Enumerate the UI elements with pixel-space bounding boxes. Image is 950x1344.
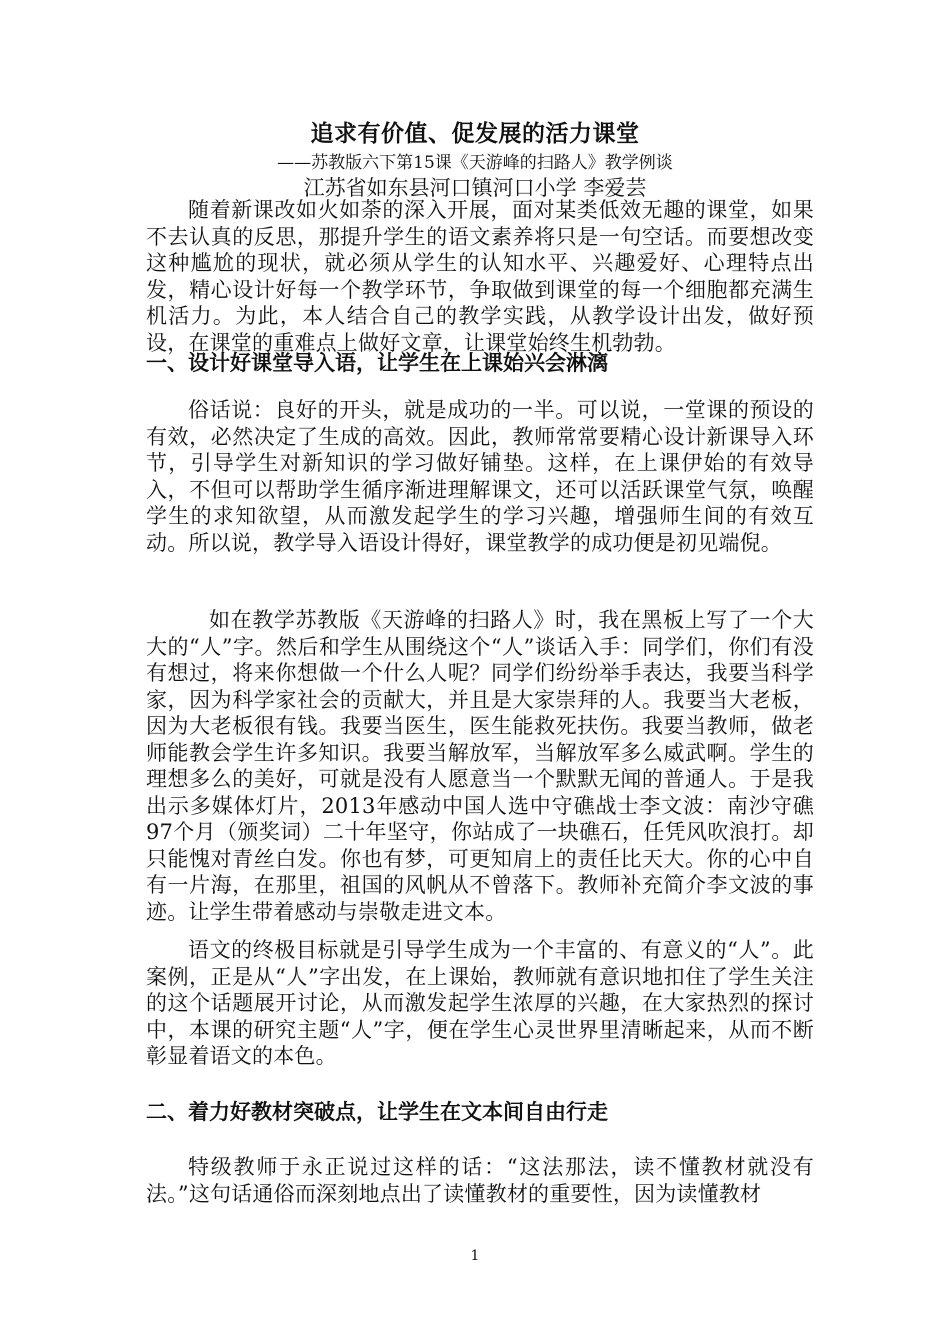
example-paragraph: 如在教学苏教版《天游峰的扫路人》时，我在黑板上写了一个大大的“人”字。然后和学生从围绕这个“人”谈话入手：同学们，你们有没有想过，将来你想做一个什么人呢？同学们纷纷举手表达，我要当科学家，因为科学家社会的贡献大，并且是大家崇拜的人。我要当大老板，因为大老板很有钱。我要当医生，医生能救死扶伤。我要当教师，做老师能教会学生许多知识。我要当解放军，当解放军多么威武啊。学生的理想多么的美好，可就是没有人愿意当一个默默无闻的普通人。于是我出示多媒体灯片，2013年感动中国人选中守礁战士李文波：南沙守礁97个月（颁奖词）二十年坚守，你站成了一块礁石，任凭风吹浪打。却只能愧对青丝白发。你也有梦，可更知肩上的责任比天大。你的心中自有一片海，在那里，祖国的风帆从不曾落下。教师补充简介李文波的事迹。让学生带着感动与崇敬走进文本。	[146, 608, 814, 924]
document-subtitle: ——苏教版六下第15课《天游峰的扫路人》教学例谈	[277, 153, 673, 173]
document-title: 追求有价值、促发展的活力课堂	[310, 120, 640, 147]
intro-paragraph: 随着新课改如火如荼的深入开展，面对某类低效无趣的课堂，如果不去认真的反思，那提升学生的语文素养将只是一句空话。而要想改变这种尴尬的现状，就必须从学生的认知水平、兴趣爱好、心理特点出发，精心设计好每一个教学环节，争取做到课堂的每一个细胞都充满生机活力。为此，本人结合自己的教学实践，从教学设计出发，做好预设，在课堂的重难点上做好文章，让课堂始终生机勃勃。	[146, 198, 814, 355]
page-number: 1	[470, 1248, 480, 1264]
section-heading-2: 二、着力好教材突破点，让学生在文本间自由行走	[146, 1099, 608, 1124]
body-paragraph: 特级教师于永正说过这样的话：“这法那法，读不懂教材就没有法。”这句话通俗而深刻地点出了读懂教材的重要性，因为读懂教材	[146, 1155, 814, 1206]
analysis-paragraph: 语文的终极目标就是引导学生成为一个丰富的、有意义的“人”。此案例，正是从“人”字出发，在上课始，教师就有意识地扣住了学生关注的这个话题展开讨论，从而激发起学生浓厚的兴趣，在大家热烈的探讨中，本课的研究主题“人”字，便在学生心灵世界里清晰起来，从而不断彰显着语文的本色。	[146, 938, 814, 1068]
document-author: 江苏省如东县河口镇河口小学 李爱芸	[303, 176, 647, 200]
section-heading-1: 一、设计好课堂导入语，让学生在上课始兴会淋漓	[146, 350, 608, 375]
body-paragraph: 俗话说：良好的开头，就是成功的一半。可以说，一堂课的预设的有效，必然决定了生成的高效。因此，教师常常要精心设计新课导入环节，引导学生对新知识的学习做好铺垫。这样，在上课伊始的有效导入，不但可以帮助学生循序渐进理解课文，还可以活跃课堂气氛，唤醒学生的求知欲望，从而激发起学生的学习兴趣，增强师生间的有效互动。所以说，教学导入语设计得好，课堂教学的成功便是初见端倪。	[146, 398, 814, 555]
